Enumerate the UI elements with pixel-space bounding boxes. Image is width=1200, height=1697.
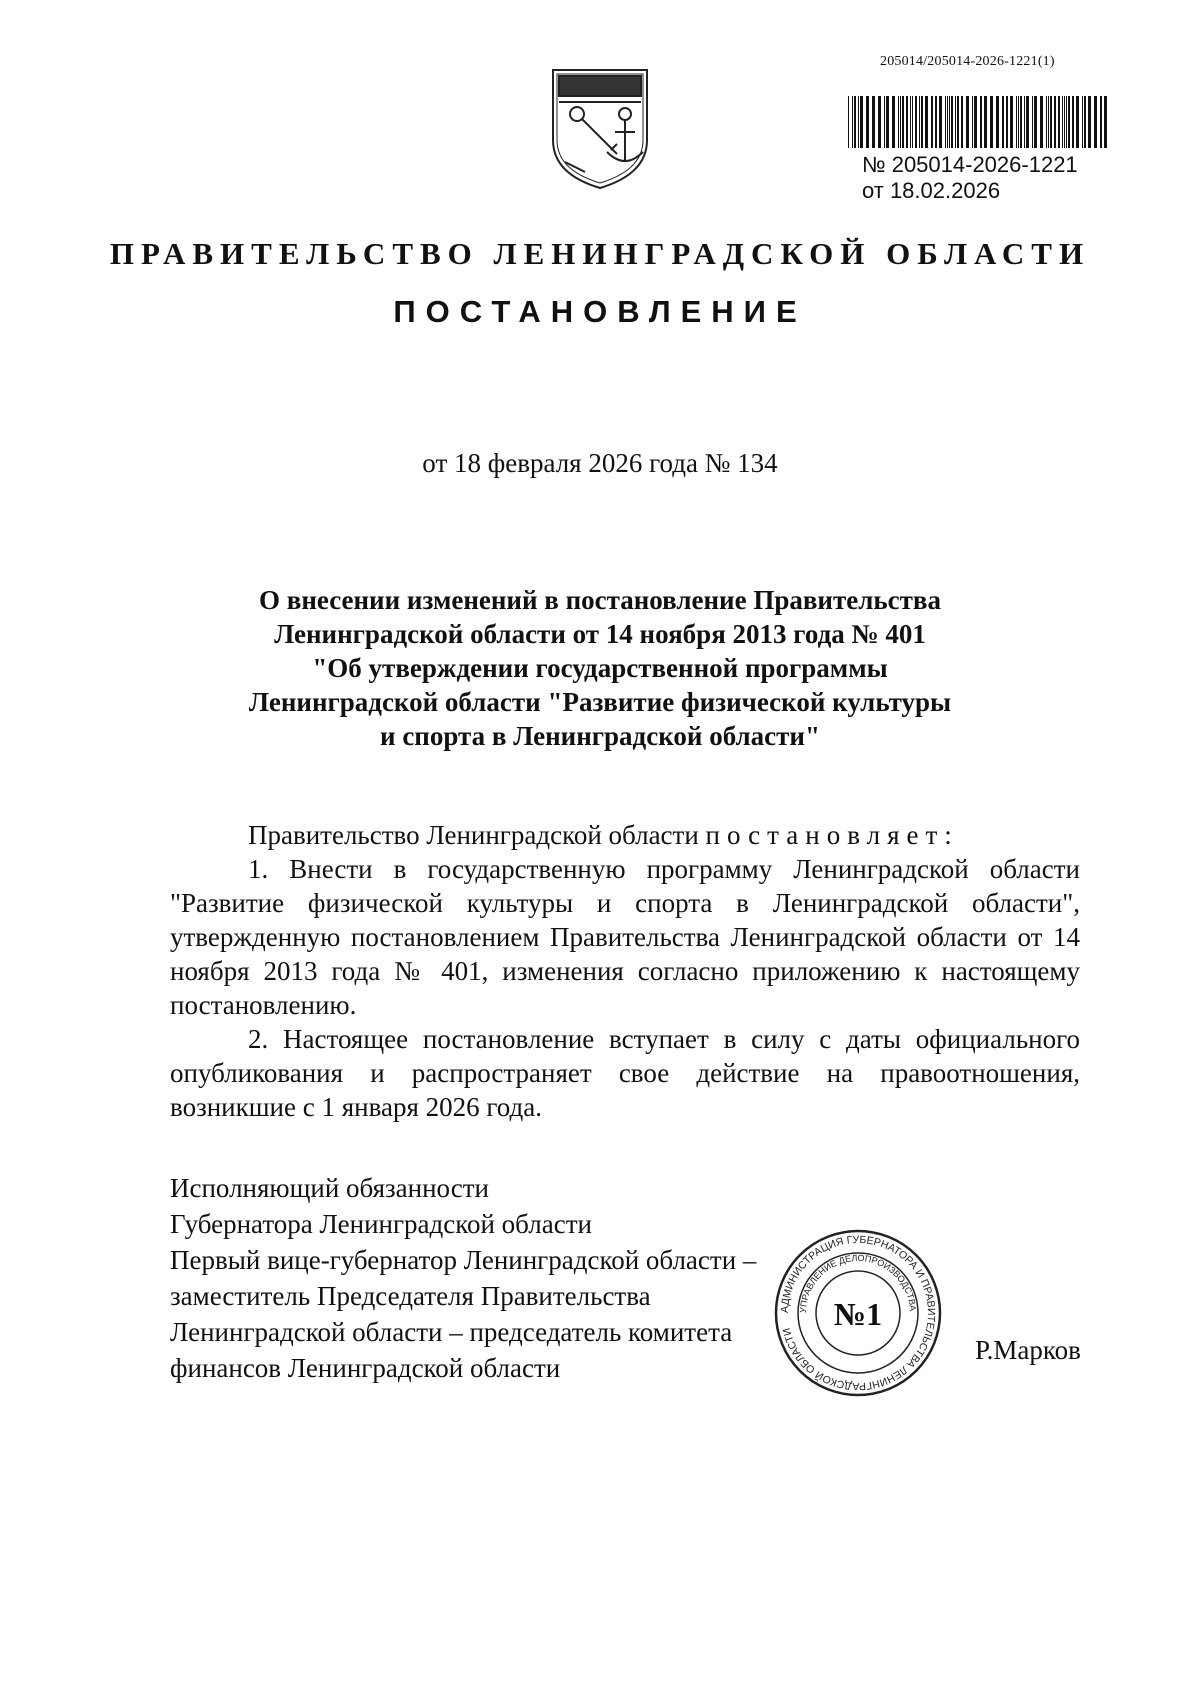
document-code: 205014/205014-2026-1221(1) xyxy=(880,54,1055,69)
item-2-paragraph: 2. Настоящее постановление вступает в силу с даты официального опубликования и распространяет свое действие на правоотношения, возникшие с 1 января 2026 года. xyxy=(170,1024,1080,1122)
signatory-line: Ленинградской области – председатель комитета xyxy=(170,1317,733,1347)
signer-name: Р.Марков xyxy=(975,1335,1081,1365)
document-type-title: ПОСТАНОВЛЕНИЕ xyxy=(393,294,807,329)
seal-number: №1 xyxy=(833,1296,883,1332)
signatory-line: заместитель Председателя Правительства xyxy=(170,1281,651,1311)
seal-inner-text: УПРАВЛЕНИЕ ДЕЛОПРОИЗВОДСТВА xyxy=(797,1252,919,1314)
heading-line: "Об утверждении государственной программы xyxy=(312,653,888,683)
official-seal-icon xyxy=(773,1228,943,1398)
document-body xyxy=(170,818,1080,1124)
registration-date: от 18.02.2026 xyxy=(862,178,1001,203)
heading-line: Ленинградской области от 14 ноября 2013 года № 401 xyxy=(274,619,926,649)
barcode-image xyxy=(848,96,1110,148)
coat-of-arms-icon xyxy=(545,62,655,192)
document-date-number: от 18 февраля 2026 года № 134 xyxy=(422,448,778,478)
signatory-line: финансов Ленинградской области xyxy=(170,1353,561,1383)
item-1-paragraph: 1. Внести в государственную программу Ленинградской области "Развитие физической культуры и спорта в Ленинградской области", утвержденную постановлением Правительства Ленинградской области от 14 ноября 2013 года № 401, изменения согласно приложению к настоящему постановлению. xyxy=(170,854,1080,1020)
signatory-block xyxy=(170,1170,756,1386)
intro-paragraph xyxy=(170,818,1080,852)
heading-line: Ленинградской области "Развитие физической культуры xyxy=(248,687,952,717)
document-heading xyxy=(200,583,1000,753)
intro-text: Правительство Ленинградской области xyxy=(248,820,699,850)
intro-spaced-word: постановляет: xyxy=(705,820,959,850)
signatory-line: Первый вице-губернатор Ленинградской области – xyxy=(170,1245,757,1275)
signatory-line: Губернатора Ленинградской области xyxy=(170,1209,592,1239)
seal-ring-text: АДМИНИСТРАЦИЯ ГУБЕРНАТОРА И ПРАВИТЕЛЬСТВА ЛЕНИНГРАДСКОЙ ОБЛАСТИ xyxy=(778,1233,938,1393)
signatory-line: Исполняющий обязанности xyxy=(170,1173,489,1203)
heading-line: О внесении изменений в постановление Правительства xyxy=(259,585,941,615)
heading-line: и спорта в Ленинградской области" xyxy=(380,721,820,751)
registration-number: № 205014-2026-1221 xyxy=(862,152,1078,177)
government-title: ПРАВИТЕЛЬСТВО ЛЕНИНГРАДСКОЙ ОБЛАСТИ xyxy=(109,236,1091,271)
